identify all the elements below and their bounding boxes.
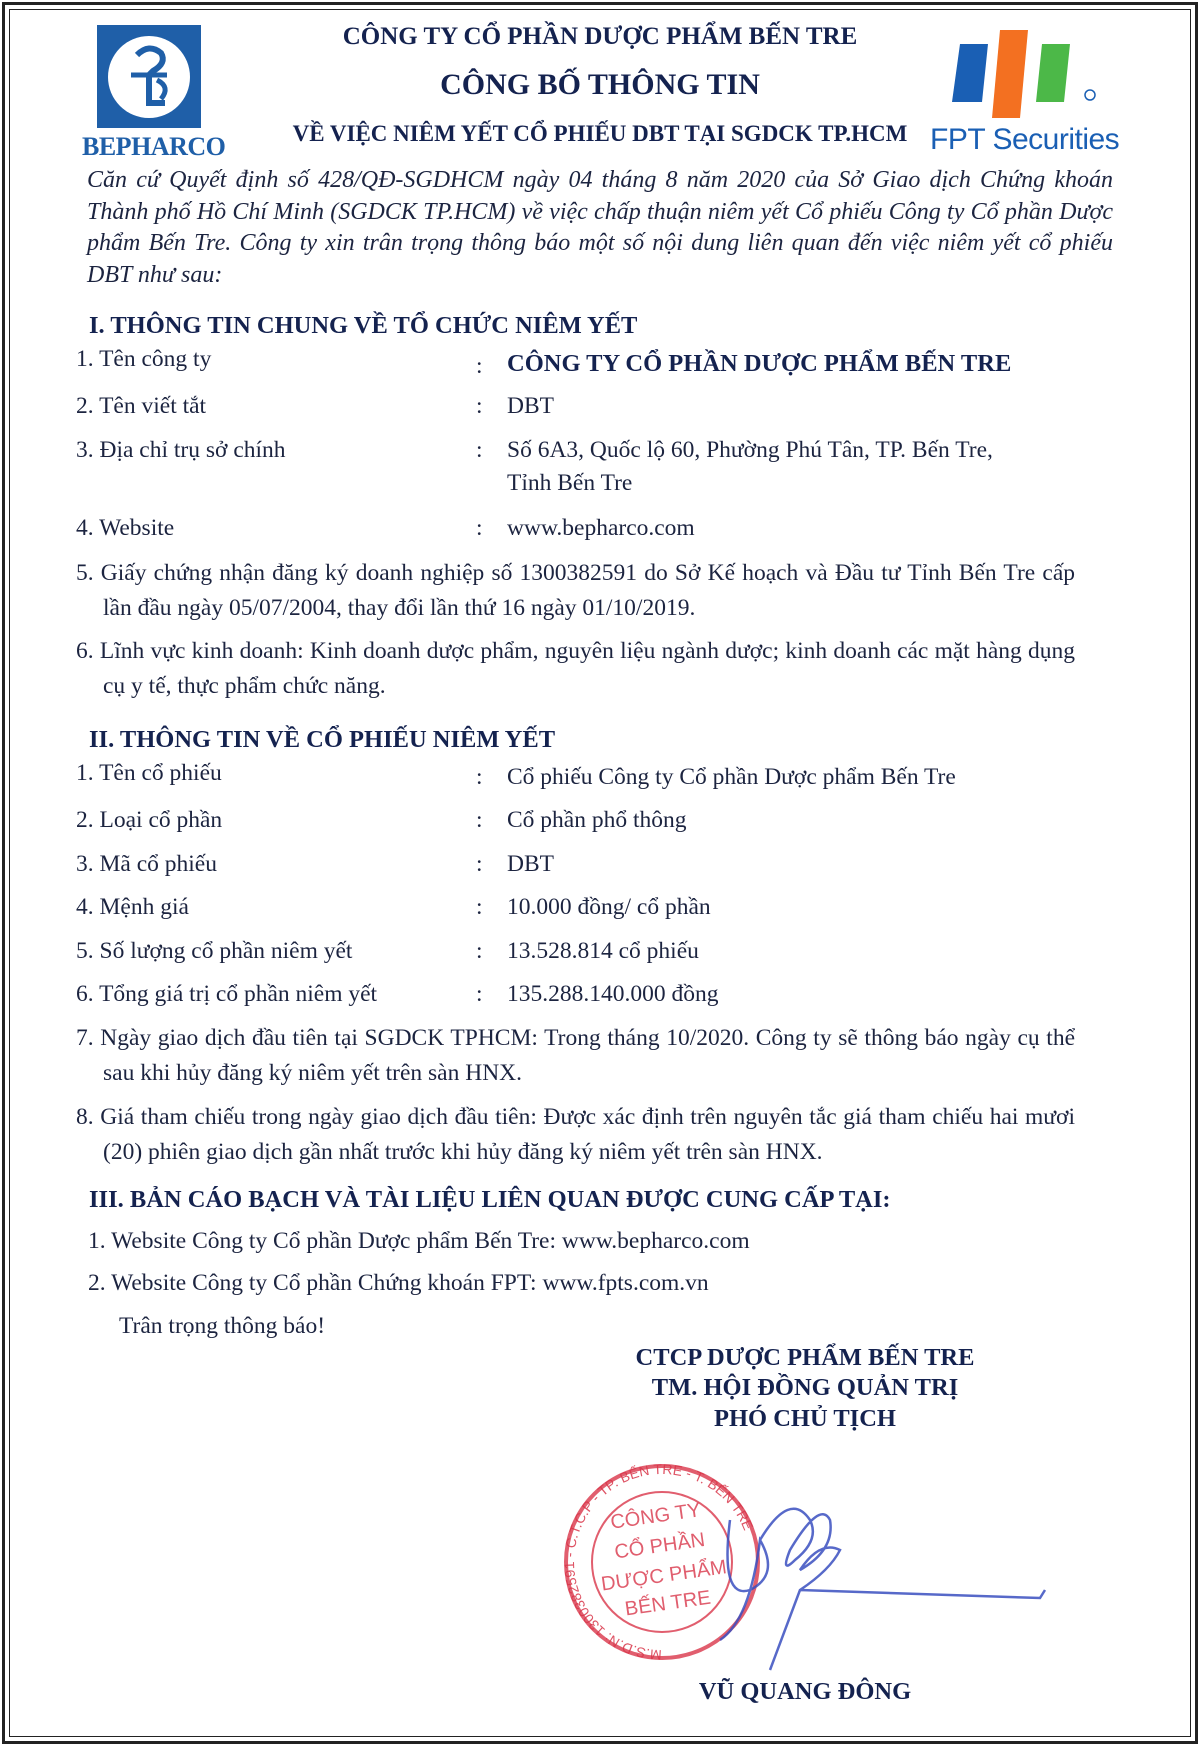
item-6: 6. Lĩnh vực kinh doanh: Kinh doanh dược phẩm, nguyên liệu ngành dược; kinh doanh các mặt hàng dụng cụ y tế, thực phẩm chức năng. xyxy=(76,638,1075,699)
company-heading: CÔNG TY CỔ PHẦN DƯỢC PHẨM BẾN TRE xyxy=(342,23,858,50)
field-label: 2. Loại cổ phần xyxy=(76,807,223,833)
page-title: CÔNG BỐ THÔNG TIN xyxy=(440,68,760,101)
colon: : xyxy=(476,353,483,379)
field-label: 3. Mã cổ phiếu xyxy=(76,851,217,877)
colon: : xyxy=(476,807,483,833)
page-subtitle: VỀ VIỆC NIÊM YẾT CỔ PHIẾU DBT TẠI SGDCK TP.HCM xyxy=(292,121,908,146)
field-label: 1. Tên công ty xyxy=(76,346,212,372)
field-value: 13.528.814 cổ phiếu xyxy=(507,938,699,964)
field-label: 5. Số lượng cổ phần niêm yết xyxy=(76,938,353,964)
field-value-continued: Tỉnh Bến Tre xyxy=(507,470,633,496)
field-value: CÔNG TY CỔ PHẦN DƯỢC PHẨM BẾN TRE xyxy=(507,350,1012,377)
field-value: Số 6A3, Quốc lộ 60, Phường Phú Tân, TP. Bến Tre, xyxy=(507,437,993,463)
colon: : xyxy=(476,894,483,920)
item-7: 7. Ngày giao dịch đầu tiên tại SGDCK TPHCM: Trong tháng 10/2020. Công ty sẽ thông báo ngày cụ thể sau khi hủy đăng ký niêm yết trên sàn HNX. xyxy=(76,1025,1075,1086)
field-value: Cổ phần phổ thông xyxy=(507,807,687,833)
field-label: 3. Địa chỉ trụ sở chính xyxy=(76,437,286,463)
section-3-title: III. BẢN CÁO BẠCH VÀ TÀI LIỆU LIÊN QUAN ĐƯỢC CUNG CẤP TẠI: xyxy=(89,1186,891,1213)
svg-text:CÔNG TY: CÔNG TY xyxy=(609,1499,703,1534)
colon: : xyxy=(476,393,483,419)
colon: : xyxy=(476,851,483,877)
bepharco-logo-text: BEPHARCO xyxy=(82,132,226,161)
colon: : xyxy=(476,437,483,463)
colon: : xyxy=(476,938,483,964)
field-label: 1. Tên cổ phiếu xyxy=(76,760,222,786)
handwritten-signature xyxy=(700,1480,1060,1680)
document-source-item: 1. Website Công ty Cổ phần Dược phẩm Bến Tre: www.bepharco.com xyxy=(88,1228,750,1254)
field-label: 6. Tổng giá trị cổ phần niêm yết xyxy=(76,981,378,1007)
section-2-title: II. THÔNG TIN VỀ CỔ PHIẾU NIÊM YẾT xyxy=(89,726,556,753)
field-value: DBT xyxy=(507,393,554,419)
colon: : xyxy=(476,981,483,1007)
item-5: 5. Giấy chứng nhận đăng ký doanh nghiệp số 1300382591 do Sở Kế hoạch và Đầu tư Tỉnh Bến Tre cấp lần đầu ngày 05/07/2004, thay đổi lần thứ 16 ngày 01/10/2019. xyxy=(76,560,1075,621)
svg-text:CỔ PHẦN: CỔ PHẦN xyxy=(613,1528,707,1564)
svg-text:DƯỢC PHẨM: DƯỢC PHẨM xyxy=(599,1556,729,1596)
field-value: Cổ phiếu Công ty Cổ phần Dược phẩm Bến Tre xyxy=(507,764,956,790)
colon: : xyxy=(476,515,483,541)
field-value: 135.288.140.000 đồng xyxy=(507,981,719,1007)
field-label: 2. Tên viết tắt xyxy=(76,393,207,419)
closing-text: Trân trọng thông báo! xyxy=(119,1313,326,1339)
svg-text:M.S.D.N: 1300382591 - C.T.C.P: M.S.D.N: 1300382591 - C.T.C.P - TP. BẾN TRE - T. BẾN TRE xyxy=(560,1460,757,1664)
field-value: DBT xyxy=(507,851,554,877)
website-link[interactable]: www.bepharco.com xyxy=(507,515,695,541)
signer-name: VŨ QUANG ĐÔNG xyxy=(698,1678,912,1705)
document-source-item: 2. Website Công ty Cổ phần Chứng khoán FPT: www.fpts.com.vn xyxy=(88,1270,709,1296)
svg-text:BẾN TRE: BẾN TRE xyxy=(623,1586,713,1621)
item-8: 8. Giá tham chiếu trong ngày giao dịch đầu tiên: Được xác định trên nguyên tắc giá tham chiếu hai mươi (20) phiên giao dịch gần nhất trước khi hủy đăng ký niêm yết trên sàn HNX. xyxy=(76,1104,1075,1165)
signature-org: CTCP DƯỢC PHẨM BẾN TRE xyxy=(635,1344,975,1371)
field-label: 4. Mệnh giá xyxy=(76,894,189,920)
signature-position: PHÓ CHỦ TỊCH xyxy=(714,1405,896,1432)
intro-paragraph: Căn cứ Quyết định số 428/QĐ-SGDHCM ngày 04 tháng 8 năm 2020 của Sở Giao dịch Chứng khoán Thành phố Hồ Chí Minh (SGDCK TP.HCM) về việc chấp thuận niêm yết Cổ phiếu Công ty Cổ phần Dược phẩm Bến Tre. Công ty xin trân trọng thông báo một số nội dung liên quan đến việc niêm yết cổ phiếu DBT như sau: xyxy=(87,167,1113,288)
section-1-title: I. THÔNG TIN CHUNG VỀ TỔ CHỨC NIÊM YẾT xyxy=(89,312,638,339)
colon: : xyxy=(476,764,483,790)
field-value: 10.000 đồng/ cổ phần xyxy=(507,894,711,920)
field-label: 4. Website xyxy=(76,515,175,541)
signature-board: TM. HỘI ĐỒNG QUẢN TRỊ xyxy=(651,1374,959,1401)
fpt-logo-text: FPT Securities xyxy=(930,123,1120,156)
